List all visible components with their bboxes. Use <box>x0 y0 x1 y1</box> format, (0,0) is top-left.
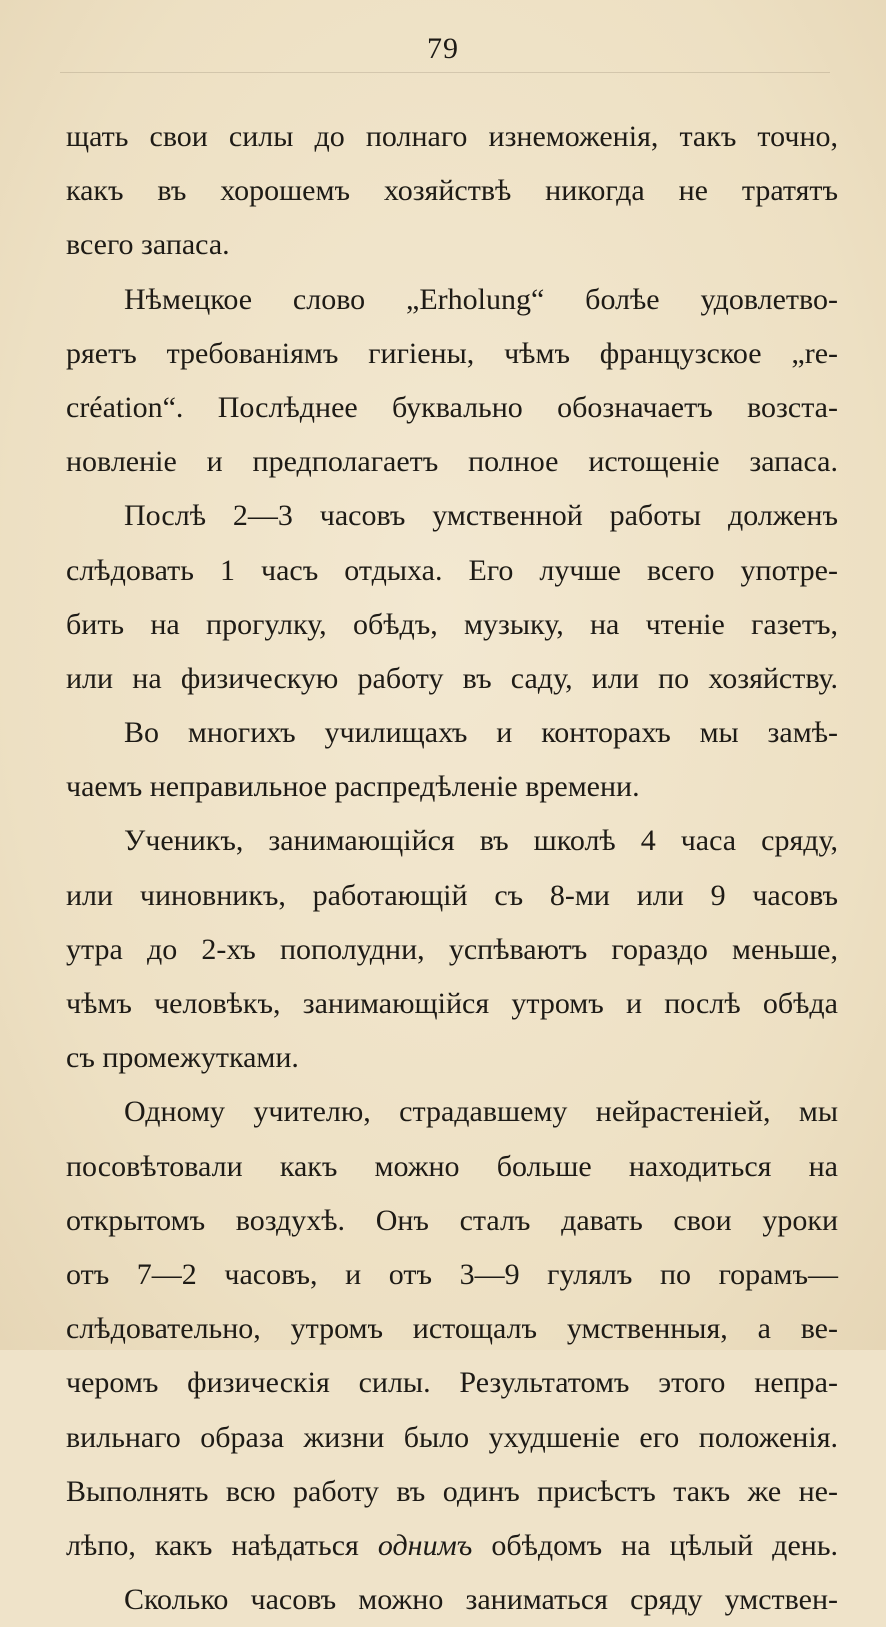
italic-word: однимъ <box>377 1528 473 1562</box>
header-divider <box>60 72 830 73</box>
text-line: новленіе и предполагаетъ полное истощеніе запаса. <box>66 445 838 479</box>
text-line: Во многихъ училищахъ и конторахъ мы замѣ- <box>124 716 838 750</box>
text-line: щать свои силы до полнаго изнеможенія, такъ точно, <box>66 120 838 153</box>
text-line: Нѣмецкое слово „Erholung“ болѣе удовлетво- <box>124 282 838 316</box>
text-line: ряетъ требованіямъ гигіены, чѣмъ французское „re- <box>66 336 838 370</box>
text-line: Выполнять всю работу въ одинъ присѣстъ такъ же не- <box>66 1474 838 1508</box>
text-line: Послѣ 2—3 часовъ умственной работы долженъ <box>124 499 838 533</box>
text-line: какъ въ хорошемъ хозяйствѣ никогда не тратятъ <box>66 174 838 208</box>
text-line: посовѣтовали какъ можно больше находиться на <box>66 1149 838 1183</box>
text-line: отъ 7—2 часовъ, и отъ 3—9 гулялъ по горамъ— <box>66 1257 838 1291</box>
text-line: или чиновникъ, работающій съ 8-ми или 9 часовъ <box>66 878 838 912</box>
text-line: открытомъ воздухѣ. Онъ сталъ давать свои уроки <box>66 1203 838 1237</box>
text-line: création“. Послѣднее буквально обозначаетъ возста- <box>66 390 838 424</box>
text-line: всего запаса. <box>66 228 230 262</box>
text-line: Одному учителю, страдавшему нейрастеніей, мы <box>124 1095 838 1129</box>
text-line: слѣдовать 1 часъ отдыха. Его лучше всего употре- <box>66 553 838 587</box>
text-line: бить на прогулку, обѣдъ, музыку, на чтеніе газетъ, <box>66 607 838 641</box>
text-line: черомъ физическія силы. Результатомъ этого непра- <box>66 1366 838 1400</box>
body-text <box>66 110 838 1627</box>
text-segment: обѣдомъ на цѣлый день. <box>491 1528 838 1562</box>
page-number: 79 <box>427 32 459 65</box>
text-line: или на физическую работу въ саду, или по хозяйству. <box>66 661 838 695</box>
text-segment: лѣпо, какъ наѣдаться <box>66 1528 359 1562</box>
text-line: чаемъ неправильное распредѣленіе времени. <box>66 770 640 804</box>
text-line: Ученикъ, занимающійся въ школѣ 4 часа сряду, <box>124 824 838 858</box>
text-line: утра до 2-хъ пополудни, успѣваютъ гораздо меньше, <box>66 932 838 966</box>
text-line: съ промежутками. <box>66 1041 299 1075</box>
text-line: Сколько часовъ можно заниматься сряду умствен- <box>124 1583 838 1617</box>
text-line-with-italic <box>66 1519 838 1573</box>
text-line: чѣмъ человѣкъ, занимающійся утромъ и послѣ обѣда <box>66 987 838 1020</box>
text-line: слѣдовательно, утромъ истощалъ умственныя, а ве- <box>66 1312 838 1346</box>
text-line: вильнаго образа жизни было ухудшеніе его положенія. <box>66 1420 838 1454</box>
